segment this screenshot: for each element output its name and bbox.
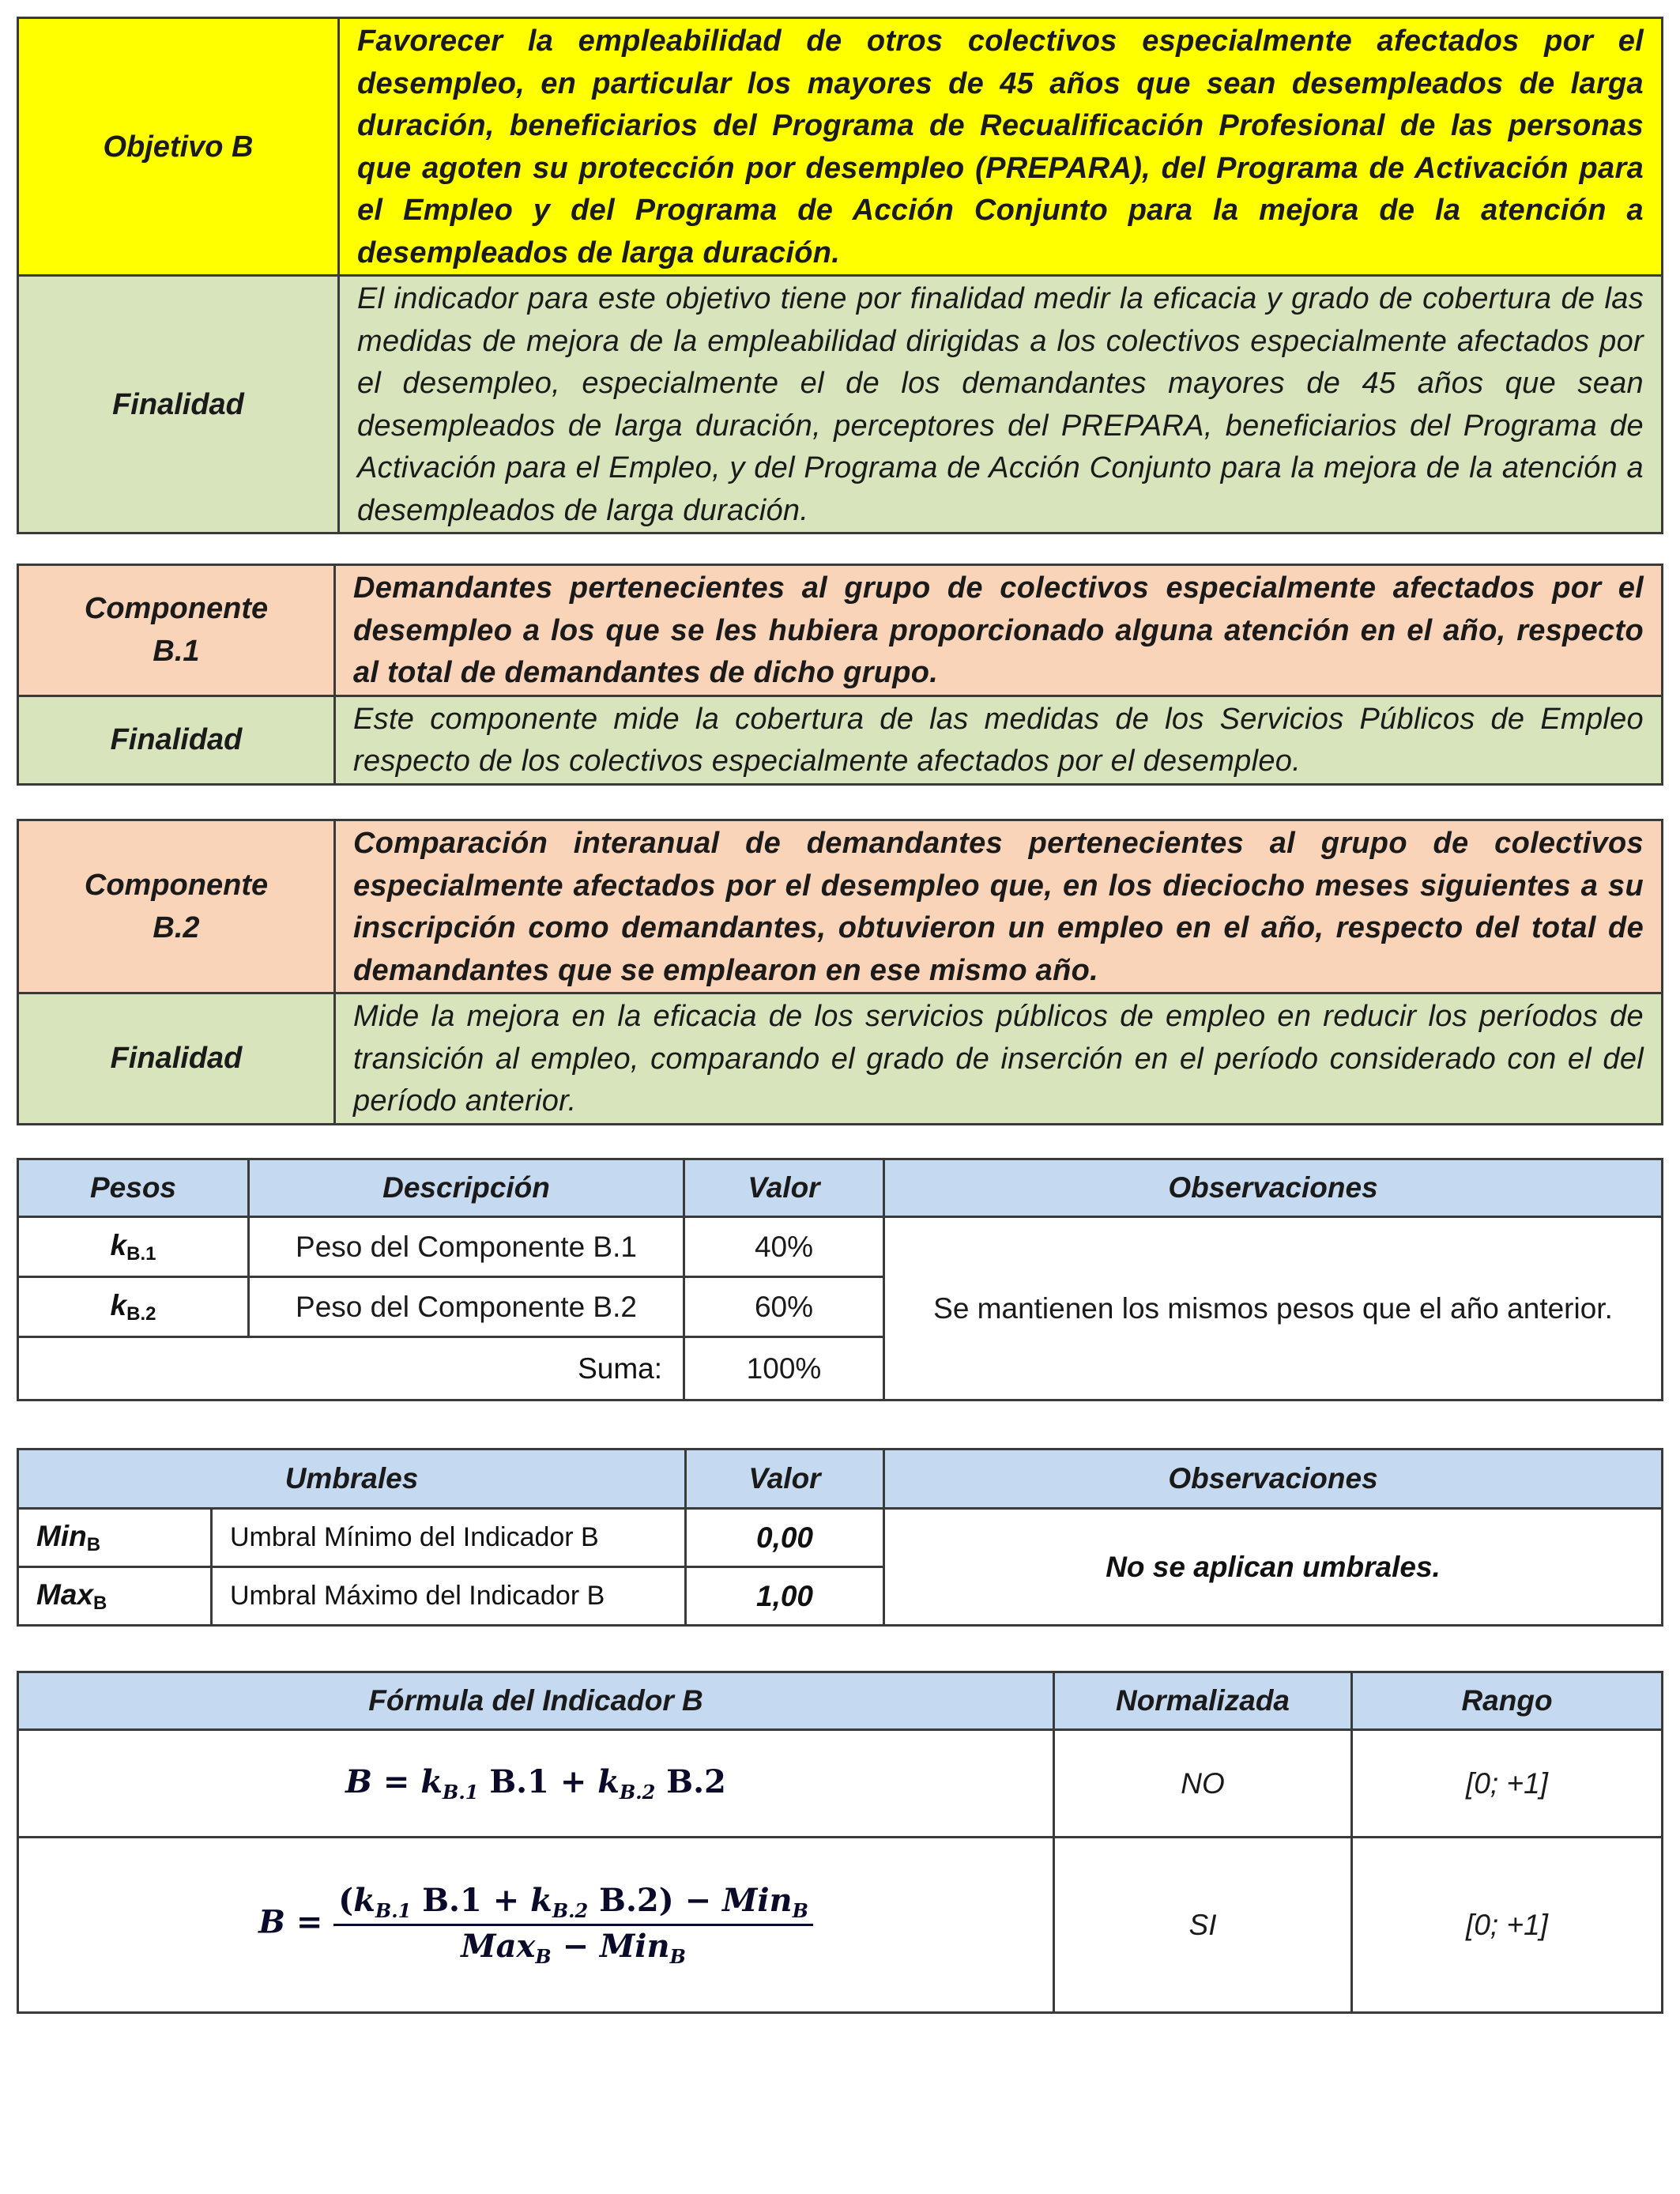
componente-b2-label-line1: Componente: [84, 869, 269, 902]
umbral-valor-min: 0,00: [686, 1509, 884, 1567]
componente-b1-table: [17, 564, 1663, 786]
f2-max: Max: [461, 1928, 536, 1965]
formula-rango-1: [0; +1]: [1352, 1730, 1663, 1838]
peso-symbol-b2-sub: B.2: [126, 1302, 156, 1325]
componente-b2-table: [17, 819, 1663, 1125]
objetivo-finalidad-text: El indicador para este objetivo tiene por finalidad medir la eficacia y grado de cobertura de las medidas de mejora de la empleabilidad dirigidas a los colectivos especialmente afectados por el desempleo, especialmente el de los demandantes mayores de 45 años que sean desempleados de larga duración, perceptores del PREPARA, beneficiarios del Programa de Activación para el Empleo, y del Programa de Acción Conjunto para la mejora de la atención a desempleados de larga duración.: [339, 276, 1663, 533]
peso-symbol-b1-main: k: [110, 1228, 127, 1261]
f2-denominator: [333, 1926, 813, 1968]
umbral-symbol-max-main: Max: [36, 1578, 93, 1611]
umbrales-header-umbrales: Umbrales: [18, 1449, 686, 1509]
f1-plus: +: [559, 1763, 587, 1800]
umbral-symbol-min: [18, 1509, 212, 1567]
formula-no-normalizada: [18, 1730, 1054, 1838]
f1-k2-sub: B.2: [620, 1781, 656, 1804]
f2-eq: =: [296, 1903, 323, 1941]
f2-k2-sub: B.2: [552, 1899, 589, 1922]
componente-b2-label: [18, 820, 335, 993]
formula-rango-2: [0; +1]: [1352, 1838, 1663, 2013]
f2-min2-sub: B: [669, 1945, 686, 1968]
f2-t2: B.2: [599, 1882, 659, 1919]
f2-max-sub: B: [535, 1945, 552, 1968]
f2-minus-den: −: [562, 1928, 590, 1965]
peso-symbol-b1: [18, 1217, 249, 1277]
pesos-header-observaciones: Observaciones: [884, 1159, 1663, 1217]
pesos-header-descripcion: Descripción: [249, 1159, 684, 1217]
f2-open: (: [338, 1882, 354, 1919]
f1-t1: B.1: [489, 1763, 549, 1800]
formula-header-formula: Fórmula del Indicador B: [18, 1672, 1054, 1730]
umbral-symbol-max: [18, 1567, 212, 1626]
umbral-desc-max: Umbral Máximo del Indicador B: [212, 1567, 686, 1626]
peso-desc-b2: Peso del Componente B.2: [249, 1277, 684, 1337]
f1-t2: B.2: [666, 1763, 726, 1800]
umbrales-header-observaciones: Observaciones: [884, 1449, 1663, 1509]
componente-b1-label-line1: Componente: [84, 592, 269, 626]
objetivo-label: Objetivo B: [18, 18, 339, 276]
peso-valor-b1: 40%: [684, 1217, 884, 1277]
peso-desc-b1: Peso del Componente B.1: [249, 1217, 684, 1277]
pesos-observacion: Se mantienen los mismos pesos que el año anterior.: [884, 1217, 1663, 1400]
pesos-header-pesos: Pesos: [18, 1159, 249, 1217]
umbrales-observacion: No se aplican umbrales.: [884, 1509, 1663, 1626]
formula-header-rango: Rango: [1352, 1672, 1663, 1730]
peso-symbol-b2-main: k: [110, 1288, 127, 1321]
umbrales-header-valor: Valor: [686, 1449, 884, 1509]
formula-header-normalizada: Normalizada: [1054, 1672, 1352, 1730]
umbral-symbol-min-main: Min: [36, 1519, 87, 1552]
f2-t1: B.1: [422, 1882, 482, 1919]
umbral-desc-min: Umbral Mínimo del Indicador B: [212, 1509, 686, 1567]
formula-table: [17, 1671, 1663, 2014]
f2-minus: −: [684, 1882, 712, 1919]
f1-lhs: B: [345, 1763, 372, 1800]
objetivo-table: [17, 17, 1663, 534]
peso-symbol-b2: [18, 1277, 249, 1337]
componente-b1-finalidad-text: Este componente mide la cobertura de las medidas de los Servicios Públicos de Empleo respecto de los colectivos especialmente afectados por el desempleo.: [335, 696, 1663, 784]
formula-normalizada: [18, 1838, 1054, 2013]
umbral-symbol-min-sub: B: [86, 1533, 101, 1555]
umbrales-table: [17, 1448, 1663, 1627]
f2-k1: k: [353, 1882, 375, 1919]
f1-k2: k: [597, 1763, 620, 1800]
pesos-header-valor: Valor: [684, 1159, 884, 1217]
formula-normalizada-si: SI: [1054, 1838, 1352, 2013]
f2-min: Min: [722, 1882, 793, 1919]
componente-b2-text: Comparación interanual de demandantes pertenecientes al grupo de colectivos especialmente afectados por el desempleo que, en los dieciocho meses siguientes a su inscripción como demandantes, obtuvieron un empleo en el año, respecto del total de demandantes que se emplearon en ese mismo año.: [335, 820, 1663, 993]
formula-normalizada-no: NO: [1054, 1730, 1352, 1838]
f2-numerator: [333, 1882, 813, 1926]
componente-b1-finalidad-label: Finalidad: [18, 696, 335, 784]
pesos-suma-label: Suma:: [18, 1337, 684, 1400]
componente-b2-label-line2: B.2: [153, 911, 200, 944]
peso-valor-b2: 60%: [684, 1277, 884, 1337]
componente-b1-text: Demandantes pertenecientes al grupo de colectivos especialmente afectados por el desempleo a los que se les hubiera proporcionado alguna atención en el año, respecto al total de demandantes de dicho grupo.: [335, 565, 1663, 696]
componente-b1-label-line2: B.1: [153, 635, 200, 669]
f2-min-sub: B: [792, 1899, 808, 1922]
f2-k2: k: [530, 1882, 552, 1919]
f2-min2: Min: [600, 1928, 670, 1965]
f1-k1-sub: B.1: [443, 1781, 479, 1804]
peso-symbol-b1-sub: B.1: [126, 1242, 156, 1265]
objetivo-finalidad-label: Finalidad: [18, 276, 339, 533]
umbral-valor-max: 1,00: [686, 1567, 884, 1626]
f1-k1: k: [420, 1763, 443, 1800]
f2-plus: +: [492, 1882, 520, 1919]
componente-b2-finalidad-text: Mide la mejora en la eficacia de los servicios públicos de empleo en reducir los períodos de transición al empleo, comparando el grado de inserción en el período considerado con el del período anterior.: [335, 993, 1663, 1125]
umbral-symbol-max-sub: B: [92, 1592, 107, 1614]
f1-eq: =: [382, 1763, 410, 1800]
pesos-suma-valor: 100%: [684, 1337, 884, 1400]
pesos-table: [17, 1158, 1663, 1401]
componente-b1-label: [18, 565, 335, 696]
f2-close: ): [658, 1882, 674, 1919]
componente-b2-finalidad-label: Finalidad: [18, 993, 335, 1125]
f2-k1-sub: B.1: [375, 1899, 412, 1922]
objetivo-text: Favorecer la empleabilidad de otros colectivos especialmente afectados por el desempleo, en particular los mayores de 45 años que sean desempleados de larga duración, beneficiarios del Programa de Recualificación Profesional de las personas que agoten su protección por desempleo (PREPARA), del Programa de Activación para el Empleo y del Programa de Acción Conjunto para la mejora de la atención a desempleados de larga duración.: [339, 18, 1663, 276]
f2-fraction: [333, 1882, 813, 1968]
f2-lhs: B: [258, 1903, 285, 1941]
